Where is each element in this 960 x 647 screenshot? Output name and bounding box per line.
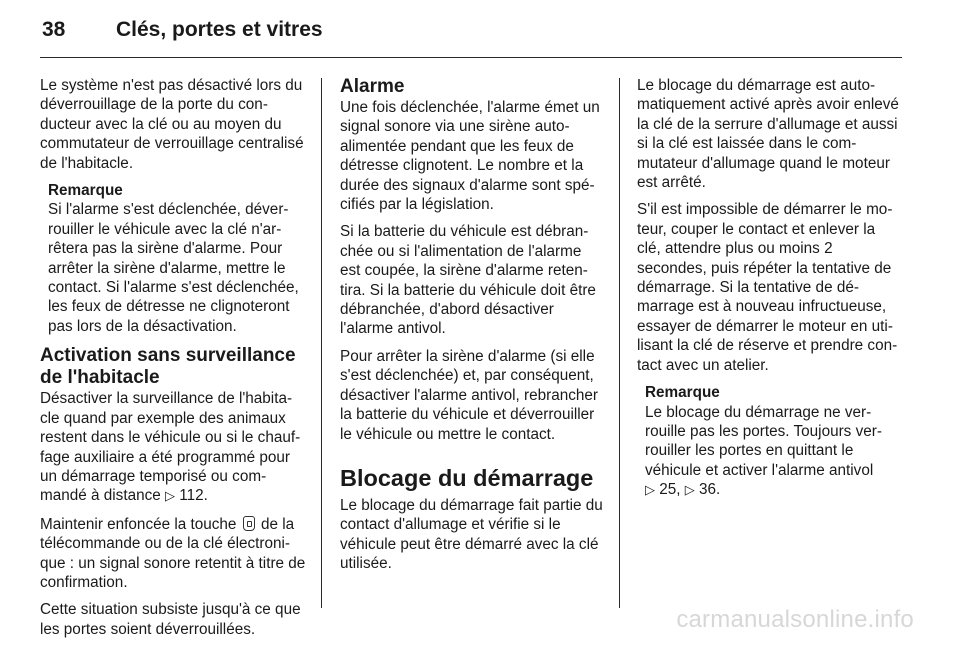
section-heading-alarme: Alarme: [340, 76, 405, 97]
paragraph: Désactiver la surveillance de l'habitacle quand par exemple des animaux restent dans le véhicule ou si le chauffage auxiliaire a été programmé pour un démarrage temporisé ou commandé à distance ▷ 112.: [40, 390, 301, 505]
paragraph: Pour arrêter la sirène d'alarme (si elle s'est déclenchée) et, par conséquent, désactiver l'alarme antivol, rebrancher la batterie du véhicule et déverrouiller le véhicule ou mettre le contact.: [340, 347, 598, 443]
paragraph: Cette situation subsiste jusqu'à ce que les portes soient déverrouillées.: [40, 601, 301, 638]
triangle-arrow-icon: ▷: [645, 483, 655, 499]
column-left: [40, 76, 306, 647]
note-text: Si l'alarme s'est déclenchée, déverrouiller le véhicule avec la clé n'arrêtera pas la sirène d'alarme. Pour arrêter la sirène d'alarme, mettre le contact. Si l'alarme s'est déclenchée, les feux de détresse ne clignoteront pas lors de la désactivation.: [48, 201, 299, 335]
page-header: [0, 0, 960, 62]
watermark: carmanualsonline.info: [676, 606, 914, 633]
page-number: 38: [42, 18, 66, 41]
triangle-arrow-icon: ▷: [165, 489, 176, 505]
column-right: [637, 76, 901, 510]
page-reference[interactable]: 112.: [179, 487, 208, 505]
note-label: Remarque: [645, 384, 720, 402]
column-divider: [321, 78, 322, 608]
paragraph: Une fois déclenchée, l'alarme émet un signal sonore via une sirène autoalimentée pendant que les feux de détresse clignotent. Le nombre et la durée des signaux d'alarme sont spécifiés par la législation.: [340, 99, 600, 214]
paragraph: S'il est impossible de démarrer le moteur, couper le contact et enlever la clé, attendre plus ou moins 2 secondes, puis répéter la tentative de démarrage. Si la tentative de démarrage est à nouveau infructueuse, essayer de démarrer le moteur en utilisant la clé de réserve et prendre contact avec un atelier.: [637, 201, 898, 374]
header-rule: [40, 57, 902, 58]
paragraph: Le blocage du démarrage est automatiquement activé après avoir enlevé la clé de la serrure d'allumage et aussi si la clé est laissée dans le commutateur d'allumage quand le moteur est arrêté.: [637, 77, 899, 192]
paragraph: Maintenir enfoncée la touche de la télécommande ou de la clé électronique : un signal sonore retentit à titre de confirmation.: [40, 515, 306, 591]
note-label: Remarque: [48, 182, 123, 200]
page-reference[interactable]: 36.: [699, 481, 721, 499]
lock-key-icon: [243, 516, 255, 531]
section-heading-blocage: Blocage du démarrage: [340, 464, 594, 491]
section-heading-activation: Activation sans surveillance de l'habitacle: [40, 345, 296, 389]
column-divider: [619, 78, 620, 608]
intro-paragraph: Le système n'est pas désactivé lors du déverrouillage de la porte du conducteur avec la clé ou au moyen du commutateur de verrouillage centralisé de l'habitacle.: [40, 77, 304, 172]
page-reference[interactable]: 25,: [659, 481, 681, 499]
note-box: [645, 383, 901, 500]
page-title: Clés, portes et vitres: [116, 18, 323, 41]
triangle-arrow-icon: ▷: [684, 483, 695, 499]
column-middle: [340, 76, 604, 582]
note-box: [48, 181, 306, 336]
paragraph: Si la batterie du véhicule est débranchée ou si l'alimentation de l'alarme est coupée, la sirène d'alarme retentira. Si la batterie du véhicule doit être débranchée, d'abord désactiver l'alarme antivol.: [340, 223, 596, 338]
paragraph: Le blocage du démarrage fait partie du contact d'allumage et vérifie si le véhicule peut être démarré avec la clé utilisée.: [340, 496, 603, 573]
note-text: Le blocage du démarrage ne verrouille pas les portes. Toujours verrouiller les portes en quittant le véhicule et activer l'alarme antivol ▷ 25, ▷ 36.: [645, 403, 882, 499]
